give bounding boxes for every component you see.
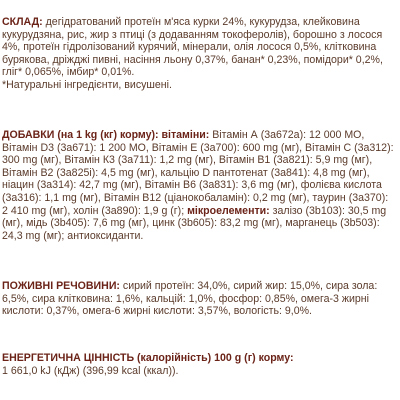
nutrients-text: сирий протеїн: 34,0%, сирий жир: 15,0%, сира зола: 6,5%, сира клітковина: 1,6%, кальцій: 1,0%, фосфор: 0,85%, омега-3 жирні кислоти: 0,37%, омега-6 жирні кислоти: 3,57%, вологість: 9,0%. (2, 280, 378, 318)
microelements-text: залізо (3b103): 30,5 mg (мг), мідь (3b405): 7,6 mg (мг), цинк (3b605): 83,2 mg (мг), марганець (3b503): 24,3 mg (мг); антиоксиданти. (2, 204, 387, 242)
additives-section (2, 129, 396, 242)
microelements-label: мікроелементи: (184, 204, 270, 217)
vitamins-label: вітаміни: (158, 129, 210, 141)
nutrients-heading: ПОЖИВНІ РЕЧОВИНИ: (2, 280, 120, 292)
additives-heading: ДОБАВКИ (на 1 kg (кг) корму): (2, 129, 159, 141)
composition-text: дегідратований протеїн м'яса курки 24%, кукурудза, клейковина кукурудзяна, рис, жир з птиці (з додаванням токоферолів), борошно з лосося 4%, протеїн гідролізований курячий, мінерали, олія лосося 0,5%, клітковина бурякова, дріжджі пивні, насіння льону 0,37%, банан* 0,23%, помідори* 0,2%, гліг* 0,065%, імбир* 0,01%. (2, 16, 383, 79)
composition-paragraph (2, 16, 396, 79)
additives-paragraph (2, 129, 396, 242)
composition-section (2, 16, 396, 92)
energy-section (2, 352, 396, 377)
composition-heading: СКЛАД: (2, 16, 43, 28)
vitamins-text: Вітамін А (3а672а): 12 000 МО, Вітамін D3 (3а671): 1 200 МО, Вітамін Е (3а700): 600 mg (мг), Вітамін С (3а312): 300 mg (мг), Вітамін К3 (3а711): 1,2 mg (мг), Вітамін В1 (3а821): 5,9 mg (мг), Вітамін В2 (3а825i): 4,5 mg (мг), кальцію D пантотенат (3а841): 4,8 mg (мг), ніацин (3а314): 42,7 mg (мг), Вітамін В6 (3а831): 3,6 mg (мг), фолієва кислота (3а316): 1,1 mg (мг), Вітамін В12 (ціанокобаламін): 0,2 mg (мг), таурин (3а370): 2 410 mg (мг), холін (3а890): 1,9 g (г); (2, 129, 394, 217)
nutrients-section (2, 280, 396, 318)
energy-text: 1 661,0 kJ (кДж) (396,99 kcal (ккал)). (2, 364, 179, 377)
nutrients-paragraph (2, 280, 396, 318)
energy-heading: ЕНЕРГЕТИЧНА ЦІННІСТЬ (калорійність) 100 g (г) корму: (2, 352, 294, 364)
composition-note: *Натуральні інгредієнти, висушені. (2, 78, 172, 91)
